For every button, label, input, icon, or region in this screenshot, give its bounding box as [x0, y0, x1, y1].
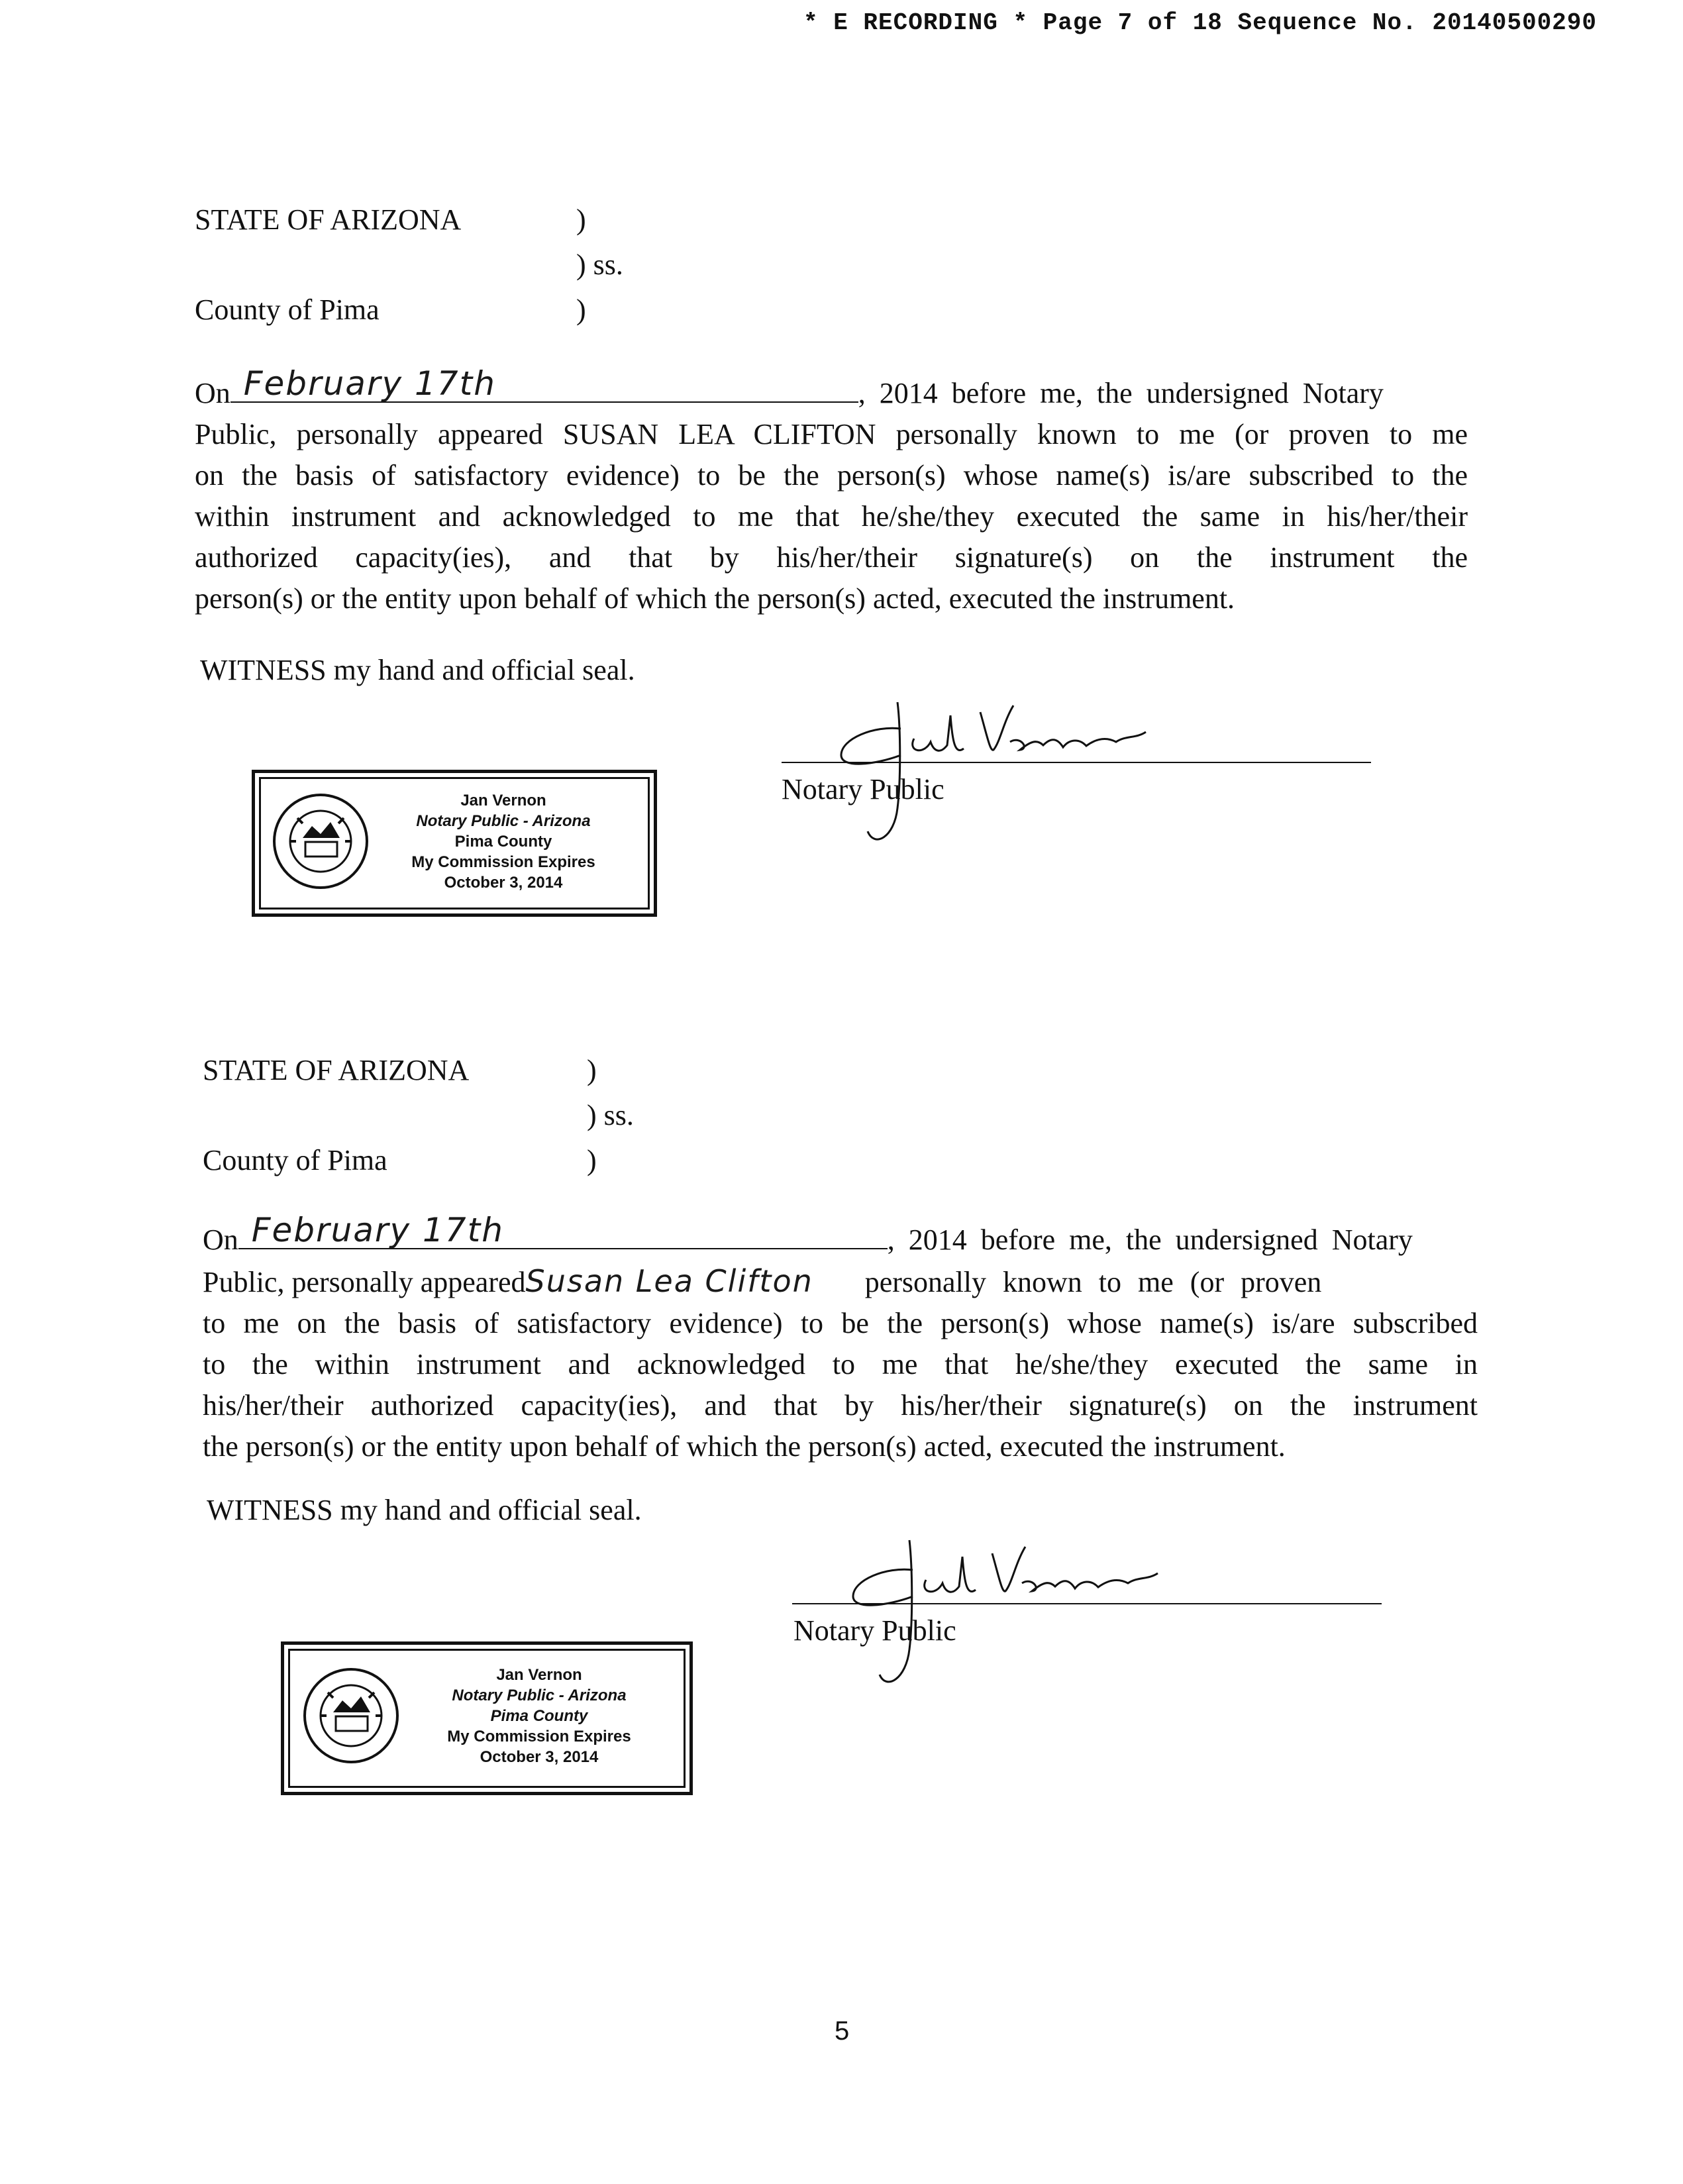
handwritten-date: February 17th [243, 364, 496, 403]
paren: ) [587, 1144, 597, 1176]
witness-line: WITNESS my hand and official seal. [207, 1494, 642, 1526]
state-seal-icon [301, 1666, 401, 1765]
notary-signature [801, 676, 1212, 861]
page-number: 5 [835, 2016, 850, 2046]
paragraph-line: the person(s) or the entity upon behalf of which the person(s) acted, executed the instrument. [203, 1430, 1286, 1463]
handwritten-date: February 17th [251, 1211, 504, 1249]
state-label: STATE OF ARIZONA [195, 203, 462, 236]
county-label: County of Pima [195, 293, 380, 326]
stamp-line: My Commission Expires [447, 1728, 631, 1745]
stamp-line: Jan Vernon [460, 792, 546, 809]
stamp-line: Pima County [454, 833, 552, 851]
stamp-line: October 3, 2014 [444, 874, 563, 892]
stamp-line: Jan Vernon [496, 1666, 582, 1684]
handwritten-name: Susan Lea Clifton [525, 1263, 813, 1299]
stamp-line: Pima County [490, 1707, 588, 1725]
recording-header: * E RECORDING * Page 7 of 18 Sequence No. 20140500290 [803, 9, 1597, 36]
stamp-line: Notary Public - Arizona [416, 812, 591, 830]
notary-public-label: Notary Public [793, 1614, 956, 1647]
paren: ) [587, 1054, 597, 1086]
acknowledgment-paragraph [203, 1211, 1478, 1467]
paragraph-line: to me on the basis of satisfactory evidence) to be the person(s) whose name(s) is/are subscribed [203, 1307, 1478, 1339]
ss-label: ) ss. [576, 248, 623, 281]
stamp-line: My Commission Expires [411, 853, 595, 871]
state-label: STATE OF ARIZONA [203, 1054, 470, 1086]
date-prefix: On [203, 1223, 238, 1256]
county-label: County of Pima [203, 1144, 387, 1176]
paragraph-line: person(s) or the entity upon behalf of which the person(s) acted, executed the instrument. [195, 582, 1235, 615]
date-blank [230, 364, 858, 403]
paragraph-line: authorized capacity(ies), and that by his/her/their signature(s) on the instrument the [195, 541, 1468, 574]
paren: ) [576, 203, 586, 236]
signature-line [792, 1603, 1382, 1604]
state-seal-icon [271, 792, 370, 891]
paragraph-line: to the within instrument and acknowledged to me that he/she/they executed the same in [203, 1348, 1478, 1380]
paragraph-line: Public, personally appeared [203, 1266, 526, 1298]
signature-line [782, 762, 1371, 763]
paragraph-line: on the basis of satisfactory evidence) to be the person(s) whose name(s) is/are subscribed to the [195, 459, 1468, 492]
witness-line: WITNESS my hand and official seal. [200, 654, 635, 686]
acknowledgment-paragraph [195, 364, 1468, 619]
notary-stamp [252, 770, 657, 917]
paragraph-line: Public, personally appeared SUSAN LEA CLIFTON personally known to me (or proven to me [195, 418, 1468, 450]
stamp-line: October 3, 2014 [480, 1748, 599, 1766]
date-prefix: On [195, 377, 230, 409]
ss-label: ) ss. [587, 1099, 634, 1131]
paragraph-line: his/her/their authorized capacity(ies), and that by his/her/their signature(s) on the instrument [203, 1389, 1478, 1422]
notary-public-label: Notary Public [782, 773, 944, 806]
notary-signature [813, 1517, 1224, 1702]
paren: ) [576, 293, 586, 326]
paragraph-line: , 2014 before me, the undersigned Notary [887, 1223, 1413, 1256]
date-blank [238, 1211, 888, 1249]
stamp-line: Notary Public - Arizona [452, 1687, 627, 1704]
notary-stamp [281, 1641, 693, 1795]
paragraph-line: within instrument and acknowledged to me that he/she/they executed the same in his/her/their [195, 500, 1468, 533]
paragraph-line: personally known to me (or proven [864, 1266, 1322, 1298]
paragraph-line: , 2014 before me, the undersigned Notary [858, 377, 1384, 409]
